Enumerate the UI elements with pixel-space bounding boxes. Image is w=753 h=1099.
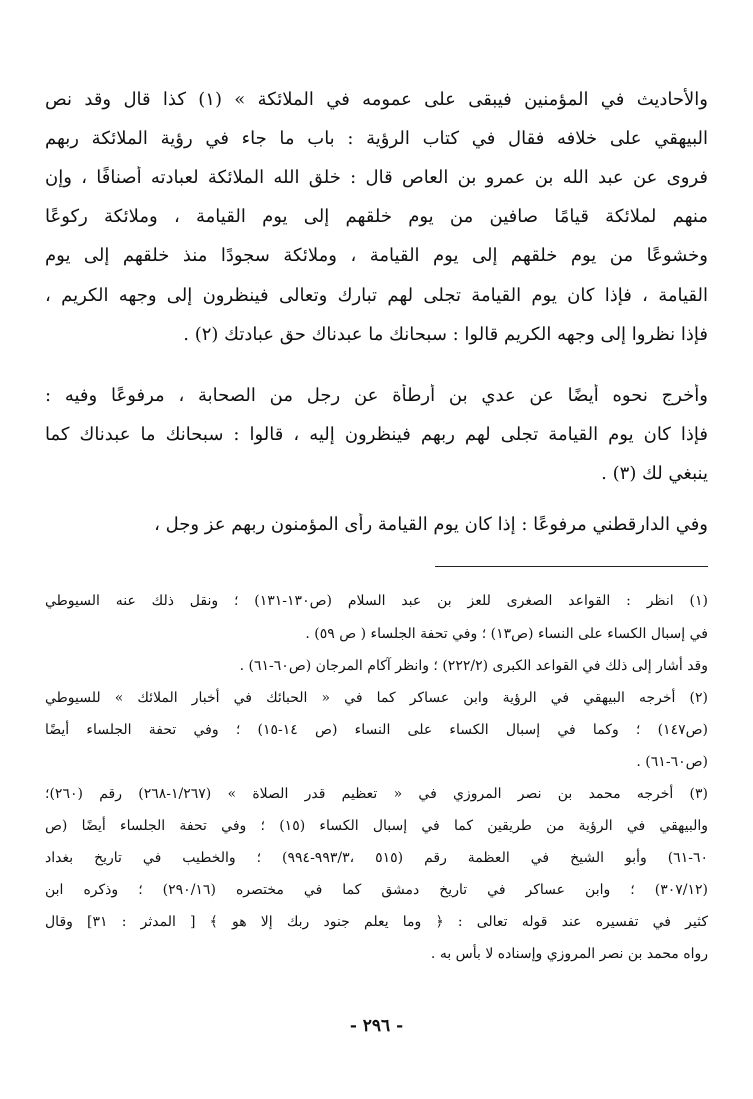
footnote-line: (٣٠٧/١٢) ؛ وابن عساكر في تاريخ دمشق كما في مختصره (٢٩٠/١٦) ؛ وذكره ابن [45, 882, 708, 898]
body-line: القيامة ، فإذا كان يوم القيامة تجلى لهم تبارك وتعالى فينظرون إلى وجهه الكريم ، [45, 285, 708, 306]
body-line: وفي الدارقطني مرفوعًا : إذا كان يوم القيامة رأى المؤمنون ربهم عز وجل ، [154, 514, 708, 535]
footnote-line: وقد أشار إلى ذلك في القواعد الكبرى (٢٢٢/٢) ؛ وانظر آكام المرجان (ص٦٠-٦١) . [239, 658, 708, 674]
footnote-line: في إسبال الكساء على النساء (ص١٣) ؛ وفي تحفة الجلساء ( ص ٥٩) . [305, 626, 708, 642]
footnote-line: كثير في تفسيره عند قوله تعالى : ﴿ وما يعلم جنود ربك إلا هو ﴾ [ المدثر : ٣١] وقال [45, 914, 708, 930]
body-line: وأخرج نحوه أيضًا عن عدي بن أرطأة عن رجل من الصحابة ، مرفوعًا وفيه : [45, 385, 708, 406]
body-line: فإذا نظروا إلى وجهه الكريم قالوا : سبحانك ما عبدناك حق عبادتك (٢) . [183, 324, 708, 345]
body-line: البيهقي على خلافه فقال في كتاب الرؤية : باب ما جاء في رؤية الملائكة ربهم [45, 128, 708, 149]
footnote-line: (٣) أخرجه محمد بن نصر المروزي في « تعظيم قدر الصلاة » (١/٢٦٧-٢٦٨) رقم (٢٦٠)؛ [45, 786, 708, 802]
body-line: فإذا كان يوم القيامة تجلى لهم ربهم فينظرون إليه ، قالوا : سبحانك ما عبدناك كما [45, 424, 708, 445]
footnote-line: (٢) أخرجه البيهقي في الرؤية وابن عساكر كما في « الحبائك في أخبار الملائك » للسيوطي [45, 690, 708, 706]
page-number: - ٢٩٦ - [349, 1016, 404, 1036]
footnote-line: (١) انظر : القواعد الصغرى للعز بن عبد السلام (ص١٣٠-١٣١) ؛ ونقل ذلك عنه السيوطي [45, 593, 708, 609]
footnote-line: (ص١٤٧) ؛ وكما في إسبال الكساء على النساء (ص ١٤-١٥) ؛ وفي تحفة الجلساء أيضًا [45, 722, 708, 738]
footnote-line: رواه محمد بن نصر المروزي وإسناده لا بأس به . [430, 946, 708, 962]
body-line: ينبغي لك (٣) . [601, 463, 708, 484]
footnote-line: (ص٦٠-٦١) . [636, 754, 708, 770]
body-line: وخشوعًا من يوم خلقهم إلى يوم القيامة ، وملائكة سجودًا منذ خلقهم إلى يوم [45, 245, 708, 266]
body-line: فروى عن عبد الله بن عمرو بن العاص قال : خلق الله الملائكة لعبادته أصنافًا ، وإن [45, 167, 708, 188]
footnote-line: ٦٠-٦١) وأبو الشيخ في العظمة رقم (٥١٥ ،٩٩٣/٣-٩٩٤) ؛ والخطيب في تاريخ بغداد [45, 850, 708, 866]
body-line: منهم لملائكة قيامًا صافين من يوم خلقهم إلى يوم القيامة ، وملائكة ركوعًا [45, 206, 708, 227]
footnote-divider [435, 566, 708, 567]
body-line: والأحاديث في المؤمنين فيبقى على عمومه في الملائكة » (١) كذا قال وقد نص [45, 89, 708, 110]
footnote-line: والبيهقي في الرؤية من طريقين كما في إسبال الكساء (١٥) ؛ وفي تحفة الجلساء أيضًا (ص [45, 818, 708, 834]
